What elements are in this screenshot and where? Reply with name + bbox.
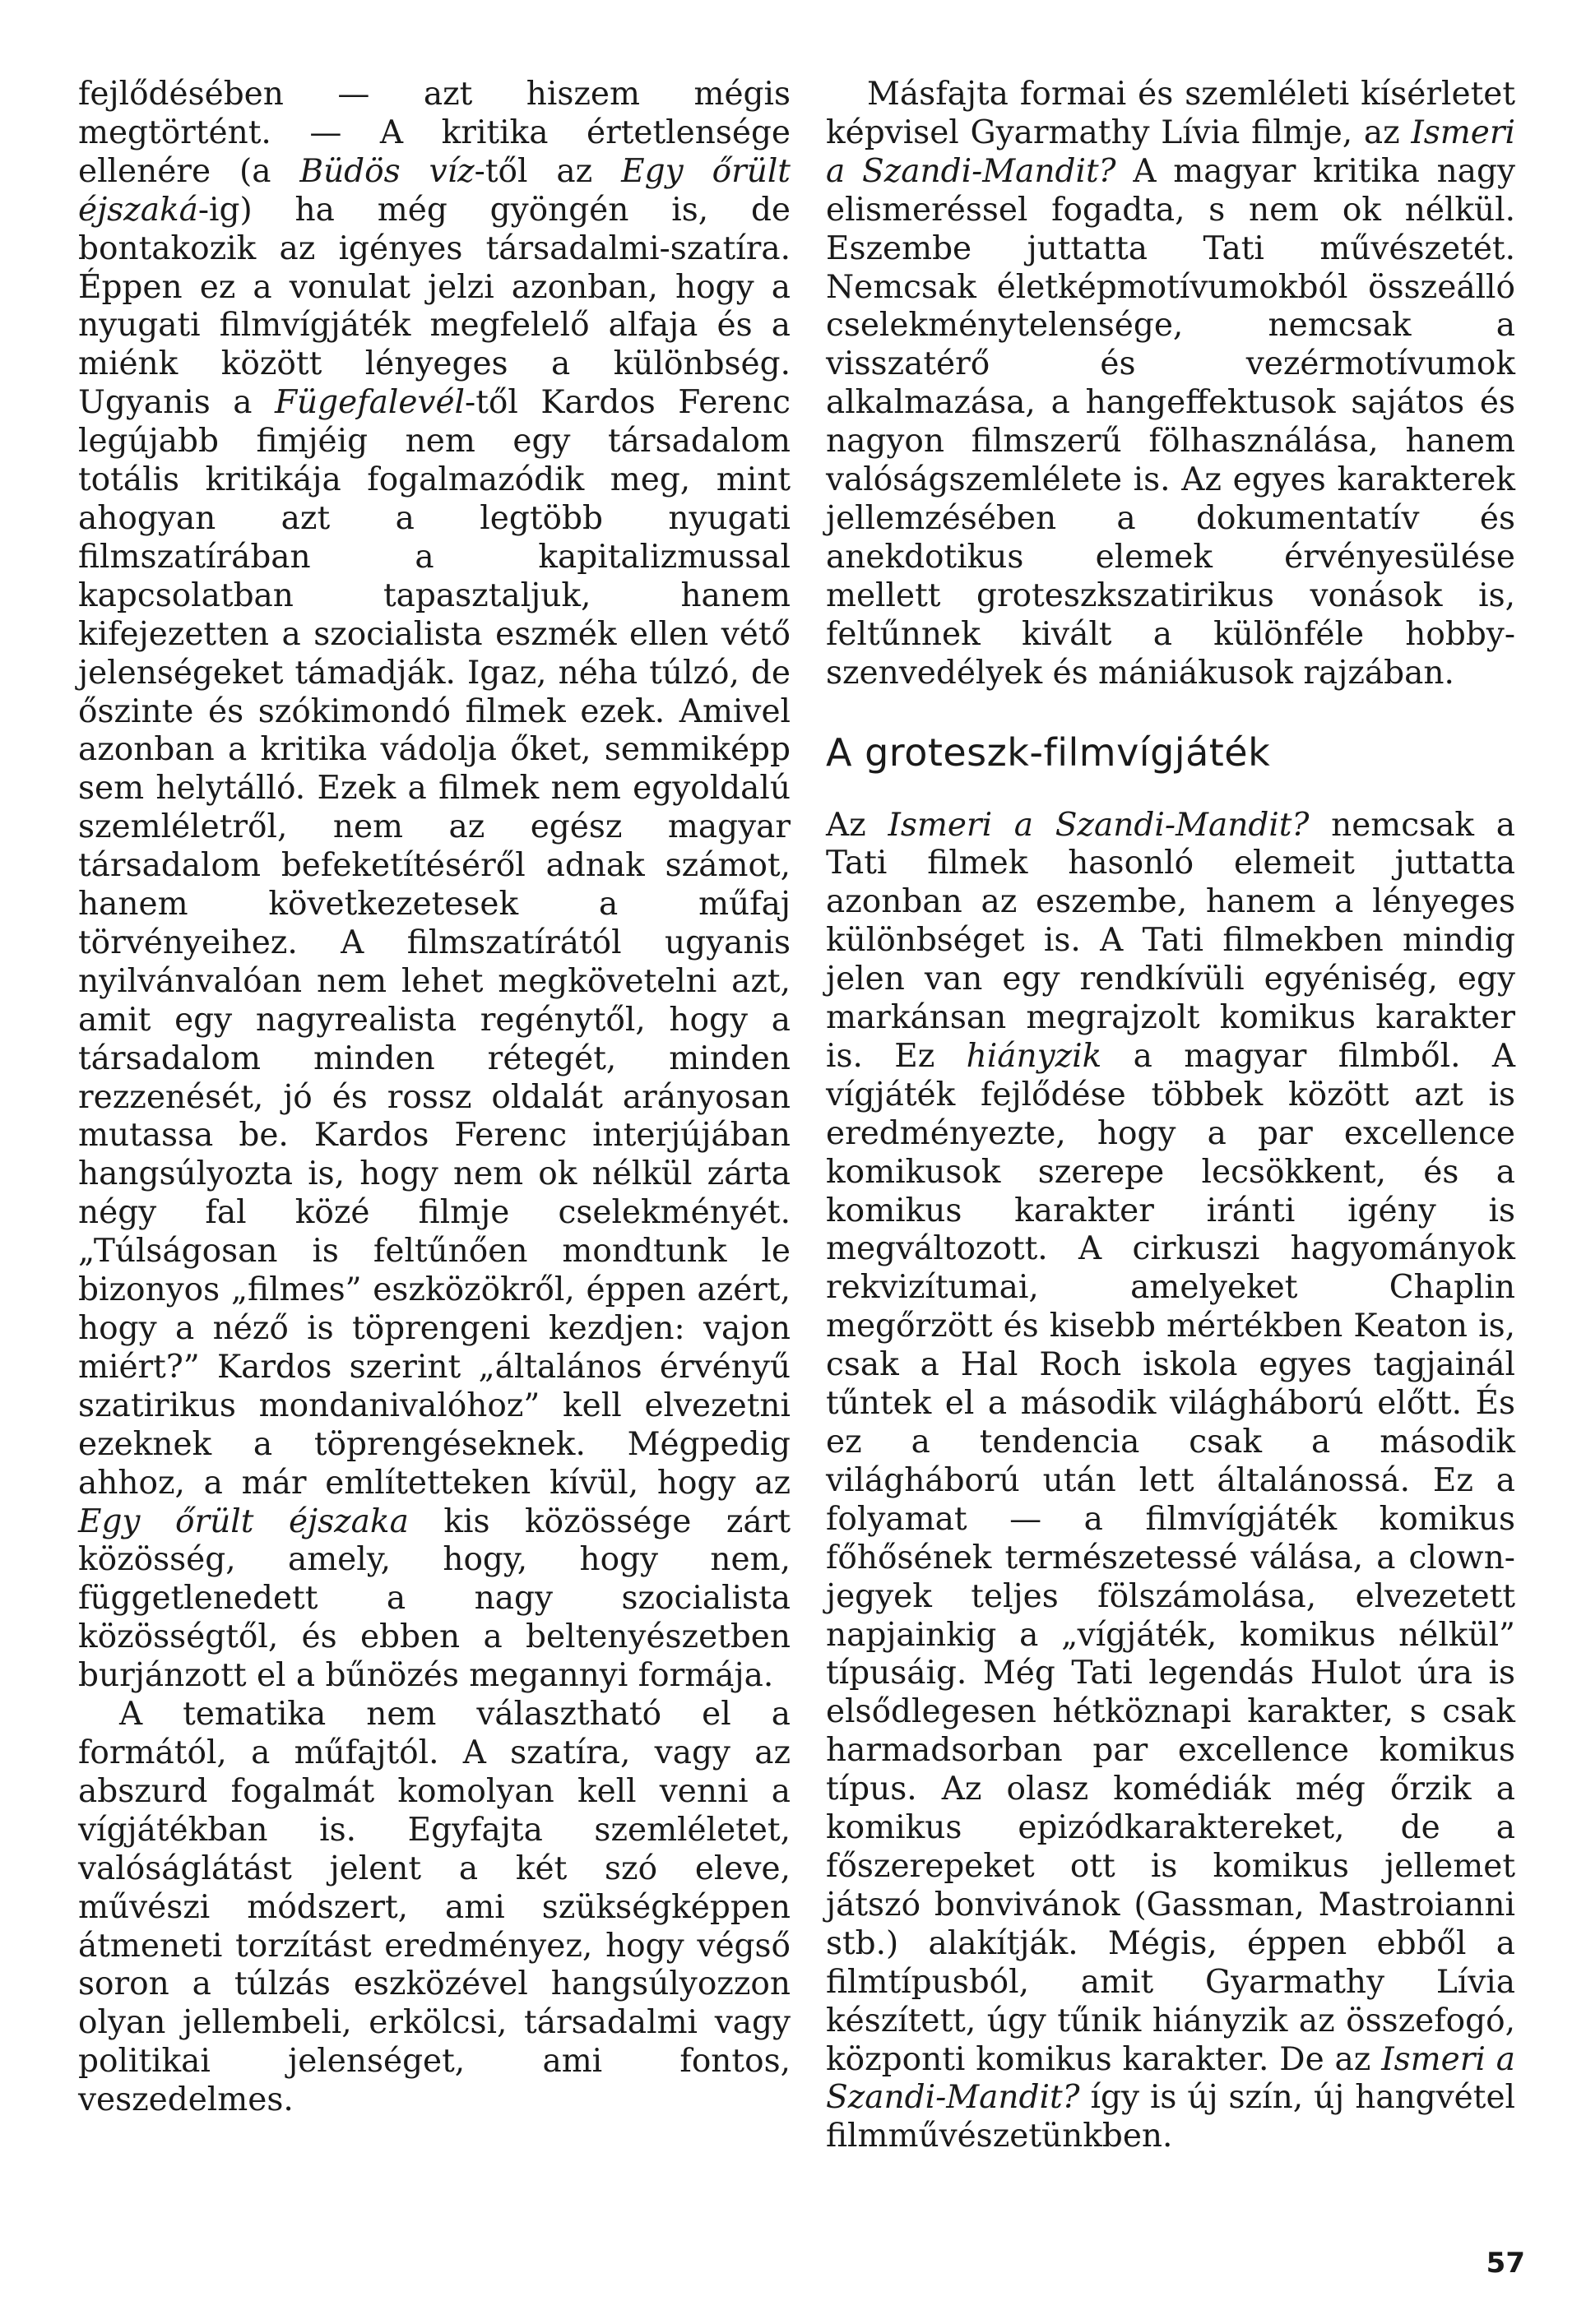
page-number: 57 <box>1486 2247 1525 2280</box>
italic-title: hiányzik <box>966 1037 1102 1075</box>
left-column <box>78 76 791 2120</box>
italic-title: Egy őrült éjszaká <box>78 152 791 229</box>
italic-title: Büdös víz <box>299 152 475 190</box>
italic-title: Ismeri a Szandi-Mandit? <box>826 113 1515 190</box>
paragraph: Az Ismeri a Szandi-Mandit? nemcsak a Tati filmek hasonló elemeit juttatta azonban az eszembe, hanem a lényeges különbséget is. A Tati filmekben mindig jelen van egy rendkívüli egyéniség, egy markánsan megrajzolt komikus karakter is. Ez hiányzik a magyar filmből. A vígjáték fejlődése többek között azt is eredményezte, hogy a par excellence komikusok szerepe lecsökkent, és a komikus karakter iránti igény is megváltozott. A cirkuszi hagyományok rekvizítumai, amelyeket Chaplin megőrzött és kisebb mértékben Keaton is, csak a Hal Roch iskola egyes tagjainál tűntek el a második világháború előtt. És ez a tendencia csak a második világháború után lett általánossá. Ez a folyamat — a filmvígjáték komikus főhősének természetessé válása, a clown-jegyek teljes fölszámolása, elvezetett napjainkig a „vígjáték, komikus nélkül” típusáig. Még Tati legendás Hulot úra is elsődlegesen hétköznapi karakter, s csak harmadsorban par excellence komikus típus. Az olasz komédiák még őrzik a komikus epizódkaraktereket, de a főszerepeket ott is komikus jellemet játszó bonvivánok (Gassman, Mastroianni stb.) alakítják. Mégis, éppen ebből a filmtípusból, amit Gyarmathy Lívia készített, úgy tűnik hiányzik az összefogó, központi komikus karakter. De az Ismeri a Szandi-Mandit? így is új szín, új hangvétel filmművészetünkben. <box>826 806 1516 2155</box>
paragraph: A tematika nem választható el a formától, a műfajtól. A szatíra, vagy az abszurd fogalmát komolyan kell venni a vígjátékban is. Egyfajta szemléletet, valóságlátást jelent a két szó eleve, művészi módszert, ami szükségképpen átmeneti torzítást eredményez, hogy végső soron a túlzás eszközével hangsúlyozzon olyan jellembeli, erkölcsi, társadalmi vagy politikai jelenséget, ami fontos, veszedelmes. <box>78 1696 791 2119</box>
paragraph: fejlődésében — azt hiszem mégis megtörtént. — A kritika értetlensége ellenére (a Büdös víz-től az Egy őrült éjszaká-ig) ha még gyöngén is, de bontakozik az igényes társadalmi-szatíra. Éppen ez a vonulat jelzi azonban, hogy a nyugati filmvígjáték megfelelő alfaja és a miénk között lényeges a különbség. Ugyanis a Fügefalevél-től Kardos Ferenc legújabb fimjéig nem egy társadalom totális kritikája fogalmazódik meg, mint ahogyan azt a legtöbb nyugati filmszatírában a kapitalizmussal kapcsolatban tapasztaljuk, hanem kifejezetten a szocialista eszmék ellen vétő jelenségeket támadják. Igaz, néha túlzó, de őszinte és szókimondó filmek ezek. Amivel azonban a kritika vádolja őket, semmiképp sem helytálló. Ezek a filmek nem egyoldalú szemléletről, nem az egész magyar társadalom befeketítéséről adnak számot, hanem következetesek a műfaj törvényeihez. A filmszatírától ugyanis nyilvánvalóan nem lehet megkövetelni azt, amit egy nagyrealista regénytől, hogy a társadalom minden rétegét, minden rezzenését, jó és rossz oldalát arányosan mutassa be. Kardos Ferenc interjújában hangsúlyozta is, hogy nem ok nélkül zárta négy fal közé filmje cselekményét. „Túlságosan is feltűnően mondtunk le bizonyos „filmes” eszközökről, éppen azért, hogy a néző is töprengeni kezdjen: vajon miért?” Kardos szerint „általános érvényű szatirikus mondanivalóhoz” kell elvezetni ezeknek a töprengéseknek. Mégpedig ahhoz, a már említetteken kívül, hogy az Egy őrült éjszaka kis közössége zárt közösség, amely, hogy, hogy nem, függetlenedett a nagy szocialista közösségtől, és ebben a beltenyészetben burjánzott el a bűnözés megannyi formája. <box>78 76 791 1695</box>
italic-title: Fügefalevél <box>274 384 466 422</box>
italic-title: Ismeri a Szandi-Mandit? <box>888 806 1310 844</box>
right-column <box>826 76 1515 2156</box>
italic-title: Egy őrült éjszaka <box>78 1502 409 1540</box>
section-heading: A groteszk-filmvígjáték <box>826 729 1271 775</box>
paragraph: Másfajta formai és szemléleti kísérletet képvisel Gyarmathy Lívia filmje, az Ismeri a Szandi-Mandit? A magyar kritika nagy elismeréssel fogadta, s nem ok nélkül. Eszembe juttatta Tati művészetét. Nemcsak életképmotívumokból összeálló cselekménytelensége, nemcsak a visszatérő és vezérmotívumok alkalmazása, a hangeffektusok sajátos és nagyon filmszerű fölhasználása, hanem valóságszemlélete is. Az egyes karakterek jellemzésében a dokumentatív és anekdotikus elemek érvényesülése mellett groteszkszatirikus vonások is, feltűnnek kivált a különféle hobby-szenvedélyek és mániákusok rajzában. <box>826 76 1515 692</box>
italic-title: Ismeri a Szandi-Mandit? <box>826 2040 1515 2117</box>
